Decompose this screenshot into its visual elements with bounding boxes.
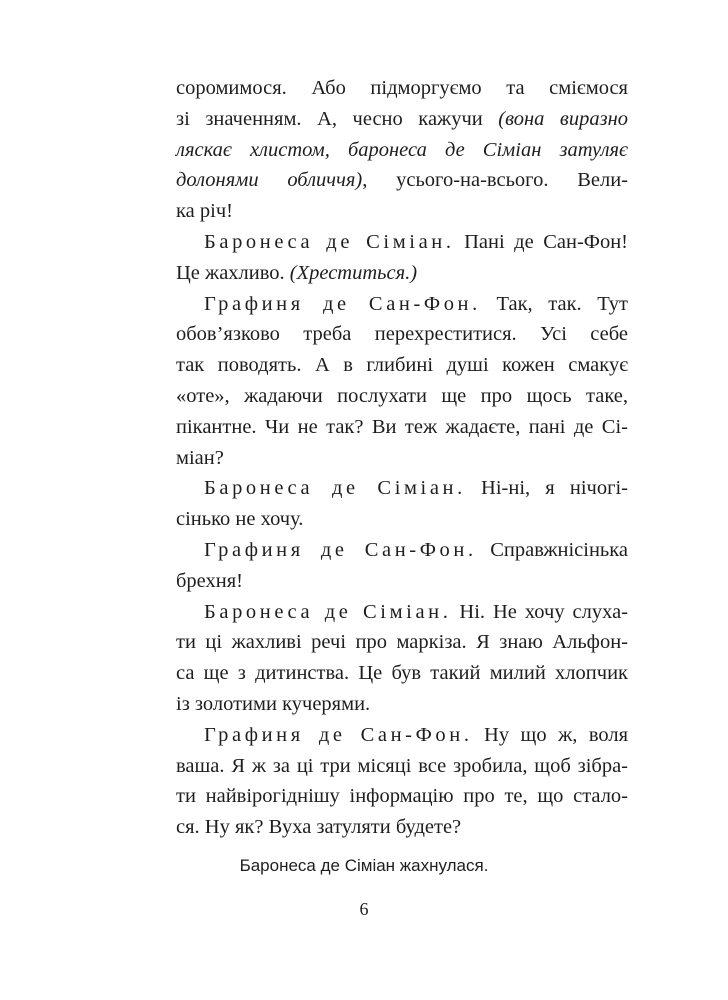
text-run: ти найвірогіднішу інформацію про те, що стало- [176,785,628,808]
text-run: обов’язково треба перехреститися. Усі себе [176,323,628,346]
text-run: Це жахливо. [176,261,285,284]
text-run: із золотими кучерями. [176,692,371,715]
text-run: соромимося. Або підморгуємо та сміємося [176,77,628,99]
text-line [176,689,628,720]
speaker-name: Баронеса де Сіміан. [204,230,455,253]
text-run: ся. Ну як? Вуха затуляти будете? [176,816,462,839]
text-run: так поводять. А в глибині душі кожен смакує [176,354,628,377]
text-run: ка річ! [176,200,233,223]
text-line [176,504,628,535]
text-line [176,443,628,474]
text-run: ваша. Я ж за ці три місяці все зробила, щоб зібра- [176,754,628,777]
text-line [176,319,628,350]
text-line [176,104,628,135]
text-line [176,258,628,289]
speaker-name: Графиня де Сан-Фон. [204,292,481,315]
text-line [176,473,628,504]
italic-remark: долонями обличчя) [176,169,363,192]
text-line [176,627,628,658]
speaker-name: Графиня де Сан-Фон. [204,538,477,561]
text-line [176,812,628,843]
text-line [176,566,628,597]
text-line [176,135,628,166]
text-run: Ну що ж, воля [484,723,629,746]
stage-direction: Баронеса де Сіміан жахнулася. [239,856,489,875]
text-run: Ні. Не хочу слуха- [459,600,629,623]
italic-remark: (Хреститься.) [289,261,418,284]
text-run: сінько не хочу. [176,508,304,531]
speaker-name: Баронеса де Сіміан. [204,477,466,500]
text-line [176,289,628,320]
text-run: Справжнісінька [490,538,629,561]
text-run: Так, так. Тут [496,292,628,315]
text-run: міан? [176,446,224,469]
text-line [176,227,628,258]
italic-remark: ляскає хлистом, баронеса де Сіміан затуляє [176,138,628,161]
text-run: Пані де Сан-Фон! [464,230,629,253]
text-run: зі значенням. А, чесно кажучи [176,107,483,130]
speaker-name: Графиня де Сан-Фон. [204,723,473,746]
page-number: 6 [359,899,369,919]
text-run: брехня! [176,569,243,592]
text-line [176,720,628,751]
text-line [176,658,628,689]
text-run: ти ці жахливі речі про маркіза. Я знаю Альфон- [176,631,628,654]
text-line [176,781,628,812]
text-line [176,751,628,782]
text-run: , усього-на-всього. Вели- [362,169,628,192]
text-line [176,381,628,412]
text-line [176,412,628,443]
speaker-name: Баронеса де Сіміан. [204,600,452,623]
page-text [176,73,628,843]
italic-remark: (вона виразно [498,107,628,130]
text-line [176,597,628,628]
text-line [176,165,628,196]
text-run: Ні-ні, я нічогі- [481,477,629,500]
text-run: «оте», жадаючи послухати ще про щось таке, [176,384,628,407]
text-line [176,196,628,227]
text-line [176,73,628,104]
text-run: пікантне. Чи не так? Ви теж жадаєте, пані де Сі- [176,415,628,438]
text-line [176,535,628,566]
text-run: са ще з дитинства. Це був такий милий хлопчик [176,662,628,685]
text-line [176,350,628,381]
